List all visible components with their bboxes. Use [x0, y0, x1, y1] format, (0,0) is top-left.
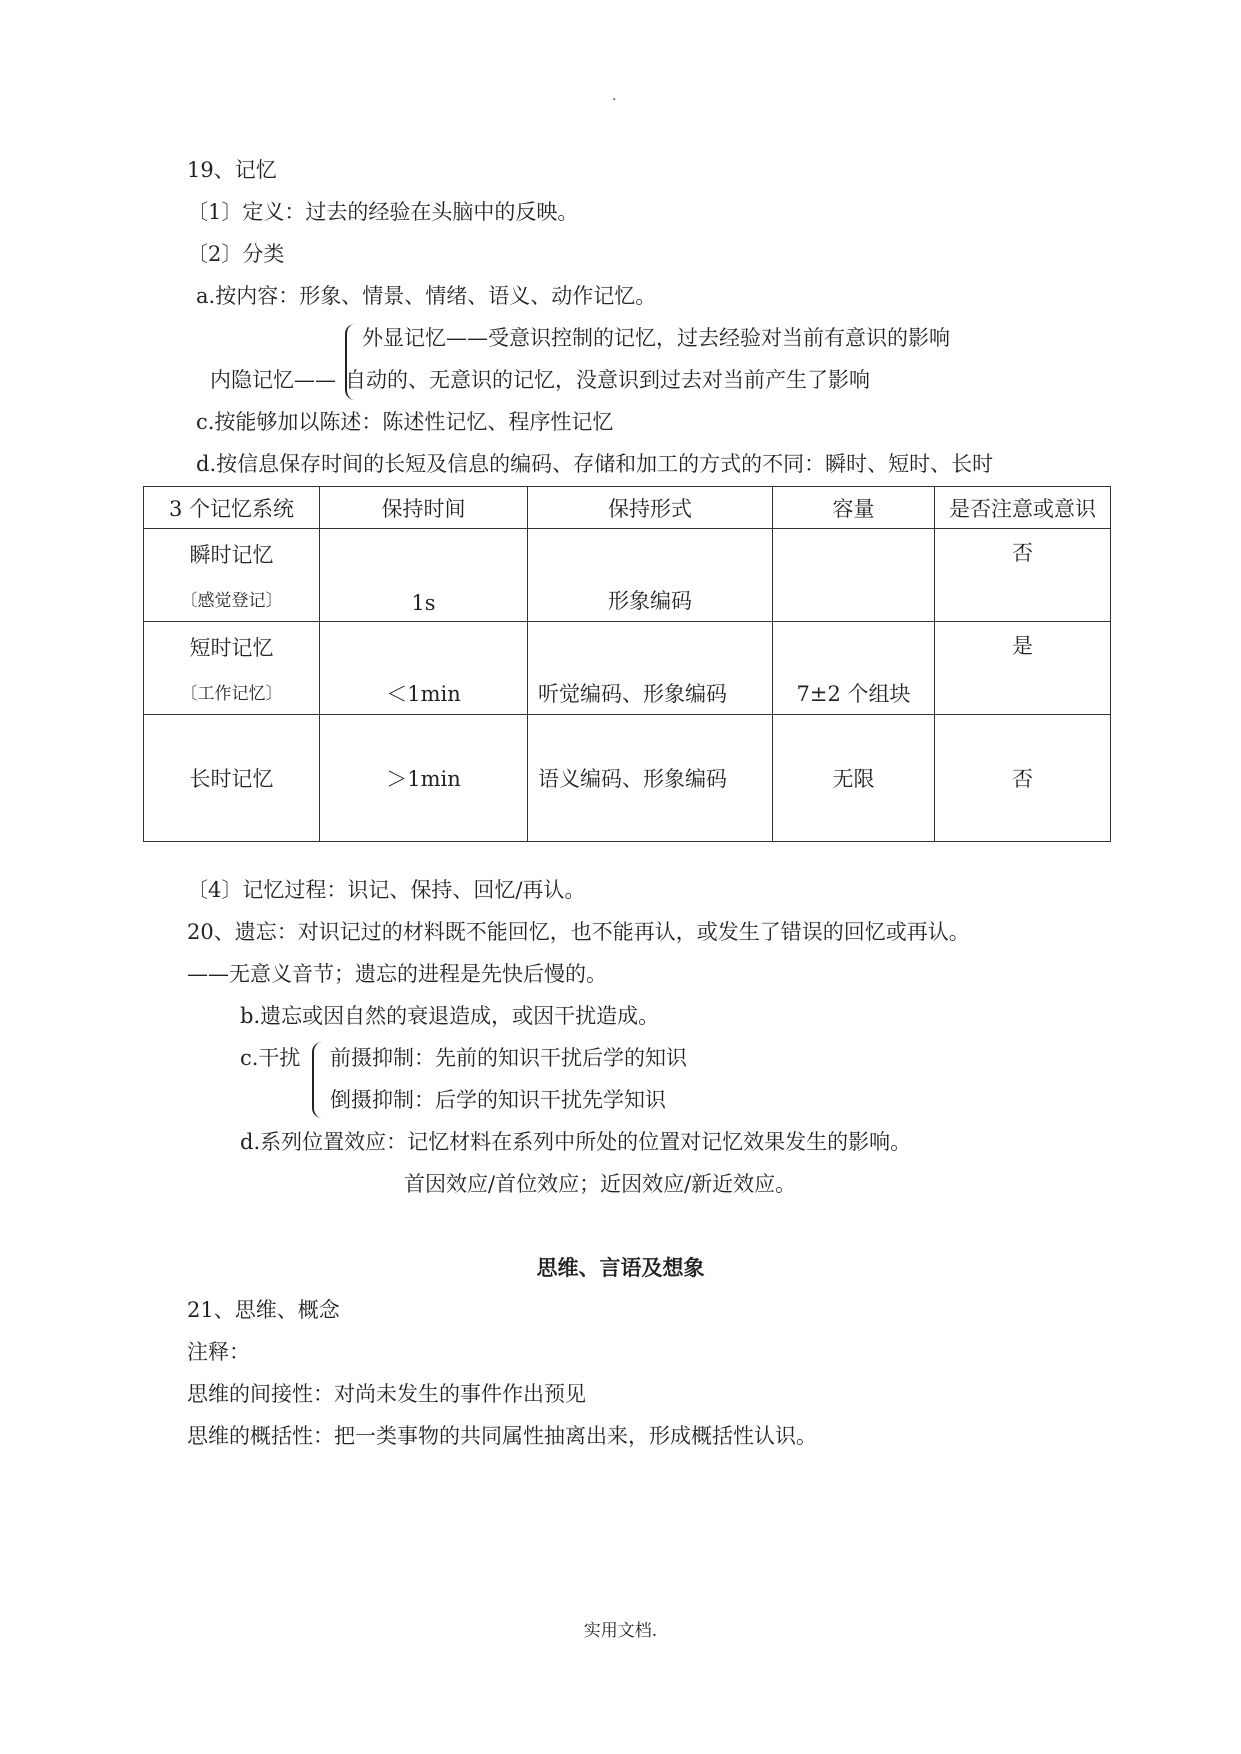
table-row — [144, 622, 1111, 715]
table-row — [144, 715, 1111, 842]
brace-interference — [312, 1042, 326, 1118]
attention-cell: 否 — [935, 529, 1111, 622]
by-content-line: a.按内容：形象、情景、情绪、语义、动作记忆。 — [196, 284, 657, 308]
header-cell: 容量 — [773, 487, 935, 529]
section-19-title: 19、记忆 — [187, 158, 277, 182]
attention-cell: 是 — [935, 622, 1111, 715]
generality-line: 思维的概括性：把一类事物的共同属性抽离出来，形成概括性认识。 — [187, 1424, 817, 1448]
header-cell: 保持时间 — [320, 487, 528, 529]
system-name: 瞬时记忆 — [189, 543, 274, 567]
table-header-row — [144, 487, 1111, 529]
note-label: 注释： — [187, 1340, 250, 1364]
header-mark: . — [612, 88, 617, 104]
retroactive-inhibition-line: 倒摄抑制：后学的知识干扰先学知识 — [330, 1088, 666, 1112]
form-cell: 听觉编码、形象编码 — [528, 622, 773, 715]
form-cell: 形象编码 — [528, 529, 773, 622]
interference-lead: c.干扰 — [240, 1046, 301, 1070]
explicit-memory-line: 外显记忆——受意识控制的记忆，过去经验对当前有意识的影响 — [362, 326, 950, 350]
system-name: 短时记忆 — [189, 636, 274, 660]
classification-line: 〔2〕分类 — [187, 242, 285, 266]
section-21-title: 21、思维、概念 — [187, 1298, 340, 1322]
system-name-cell: 长时记忆 — [144, 715, 320, 842]
indirectness-line: 思维的间接性：对尚未发生的事件作出预见 — [187, 1382, 586, 1406]
table-row — [144, 529, 1111, 622]
by-declarative-line: c.按能够加以陈述：陈述性记忆、程序性记忆 — [196, 410, 614, 434]
primacy-recency-line: 首因效应/首位效应；近因效应/新近效应。 — [404, 1172, 797, 1196]
header-cell: 保持形式 — [528, 487, 773, 529]
section-20-title: 20、遗忘：对识记过的材料既不能回忆，也不能再认，或发生了错误的回忆或再认。 — [187, 920, 970, 944]
nonsense-syllable-line: ——无意义音节；遗忘的进程是先快后慢的。 — [187, 962, 607, 986]
duration-cell: 1s — [320, 529, 528, 622]
attention-cell: 否 — [935, 715, 1111, 842]
system-name-cell — [144, 529, 320, 622]
definition-line: 〔1〕定义：过去的经验在头脑中的反映。 — [187, 200, 579, 224]
form-cell: 语义编码、形象编码 — [528, 715, 773, 842]
duration-cell: ＜1min — [320, 622, 528, 715]
page-footer: 实用文档. — [583, 1621, 658, 1641]
system-name-cell — [144, 622, 320, 715]
forgetting-cause-line: b.遗忘或因自然的衰退造成，或因干扰造成。 — [240, 1004, 660, 1028]
memory-process-line: 〔4〕记忆过程：识记、保持、回忆/再认。 — [187, 878, 586, 902]
memory-systems-table — [143, 486, 1111, 842]
capacity-cell: 无限 — [773, 715, 935, 842]
implicit-memory-line: 自动的、无意识的记忆，没意识到过去对当前产生了影响 — [345, 368, 870, 392]
system-subname: 〔工作记忆〕 — [180, 684, 283, 704]
system-subname: 〔感觉登记〕 — [180, 591, 283, 611]
serial-position-line: d.系列位置效应：记忆材料在系列中所处的位置对记忆效果发生的影响。 — [240, 1130, 912, 1154]
capacity-cell — [773, 529, 935, 622]
section-heading: 思维、言语及想象 — [536, 1255, 705, 1280]
duration-cell: ＞1min — [320, 715, 528, 842]
by-duration-line: d.按信息保存时间的长短及信息的编码、存储和加工的方式的不同：瞬时、短时、长时 — [196, 452, 994, 476]
proactive-inhibition-line: 前摄抑制：先前的知识干扰后学的知识 — [330, 1046, 687, 1070]
header-cell: 是否注意或意识 — [935, 487, 1111, 529]
implicit-memory-lead: 内隐记忆—— — [210, 368, 336, 392]
header-cell: 3 个记忆系统 — [144, 487, 320, 529]
capacity-cell: 7±2 个组块 — [773, 622, 935, 715]
